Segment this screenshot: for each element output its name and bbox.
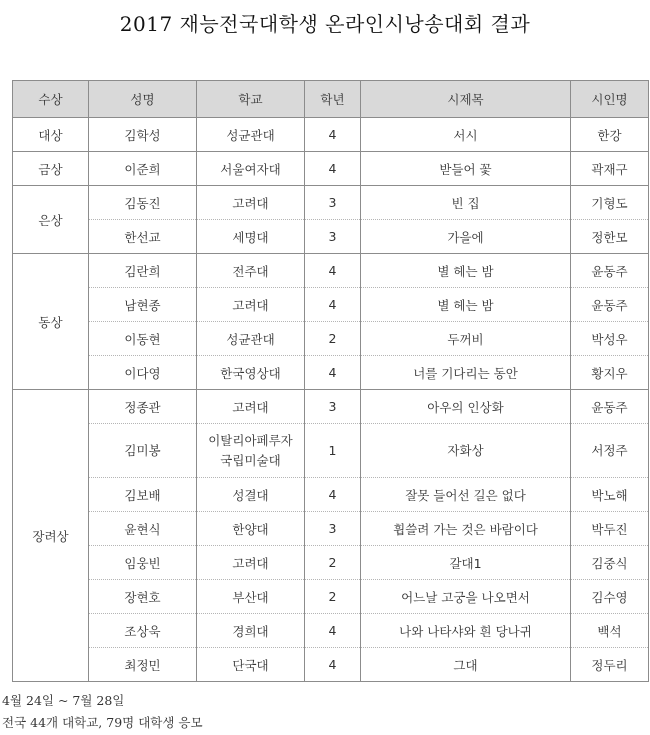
grade-cell: 4 [305, 478, 361, 512]
grade-cell: 1 [305, 424, 361, 478]
header-poem-title: 시제목 [361, 81, 571, 118]
school-cell: 고려대 [197, 390, 305, 424]
poem-title-cell: 나와 나타샤와 흰 당나귀 [361, 614, 571, 648]
poem-title-cell: 받들어 꽃 [361, 152, 571, 186]
name-cell: 남현종 [89, 288, 197, 322]
name-cell: 이준희 [89, 152, 197, 186]
table-row [13, 478, 649, 512]
poem-title-cell: 어느날 고궁을 나오면서 [361, 580, 571, 614]
name-cell: 한선교 [89, 220, 197, 254]
poet-cell: 황지우 [571, 356, 649, 390]
name-cell: 이다영 [89, 356, 197, 390]
school-cell: 단국대 [197, 648, 305, 682]
entry-summary: 전국 44개 대학교, 79명 대학생 응모 [2, 715, 203, 730]
school-cell: 성균관대 [197, 118, 305, 152]
school-cell: 세명대 [197, 220, 305, 254]
grade-cell: 3 [305, 186, 361, 220]
school-cell: 부산대 [197, 580, 305, 614]
name-cell: 김란희 [89, 254, 197, 288]
results-body [13, 118, 649, 682]
school-cell: 한양대 [197, 512, 305, 546]
award-cell: 은상 [13, 186, 89, 254]
poet-cell: 백석 [571, 614, 649, 648]
poem-title-cell: 그대 [361, 648, 571, 682]
award-cell: 대상 [13, 118, 89, 152]
table-row [13, 152, 649, 186]
poem-title-cell: 너를 기다리는 동안 [361, 356, 571, 390]
school-cell: 한국영상대 [197, 356, 305, 390]
grade-cell: 4 [305, 614, 361, 648]
poet-cell: 곽재구 [571, 152, 649, 186]
name-cell: 윤현식 [89, 512, 197, 546]
name-cell: 조상욱 [89, 614, 197, 648]
name-cell: 임웅빈 [89, 546, 197, 580]
table-row [13, 580, 649, 614]
header-name: 성명 [89, 81, 197, 118]
poem-title-cell: 아우의 인상화 [361, 390, 571, 424]
table-row [13, 322, 649, 356]
grade-cell: 4 [305, 254, 361, 288]
poet-cell: 기형도 [571, 186, 649, 220]
grade-cell: 3 [305, 220, 361, 254]
name-cell: 김미봉 [89, 424, 197, 478]
school-cell: 성결대 [197, 478, 305, 512]
poet-cell: 김중식 [571, 546, 649, 580]
award-cell: 동상 [13, 254, 89, 390]
school-cell: 경희대 [197, 614, 305, 648]
school-cell: 고려대 [197, 288, 305, 322]
name-cell: 김학성 [89, 118, 197, 152]
poet-cell: 박노해 [571, 478, 649, 512]
grade-cell: 4 [305, 356, 361, 390]
grade-cell: 4 [305, 152, 361, 186]
school-cell: 성균관대 [197, 322, 305, 356]
poem-title-cell: 자화상 [361, 424, 571, 478]
poem-title-cell: 별 헤는 밤 [361, 288, 571, 322]
poem-title-cell: 별 헤는 밤 [361, 254, 571, 288]
poet-cell: 김수영 [571, 580, 649, 614]
name-cell: 장현호 [89, 580, 197, 614]
poet-cell: 한강 [571, 118, 649, 152]
poet-cell: 정두리 [571, 648, 649, 682]
poet-cell: 박성우 [571, 322, 649, 356]
footer [2, 690, 203, 734]
table-row [13, 118, 649, 152]
table-row [13, 424, 649, 478]
name-cell: 최정민 [89, 648, 197, 682]
poet-cell: 윤동주 [571, 288, 649, 322]
school-cell: 서울여자대 [197, 152, 305, 186]
results-table [12, 80, 649, 682]
school-cell: 고려대 [197, 186, 305, 220]
school-cell: 이탈리아페루자 국립미술대 [197, 424, 305, 478]
header-award: 수상 [13, 81, 89, 118]
grade-cell: 2 [305, 580, 361, 614]
grade-cell: 3 [305, 390, 361, 424]
table-row [13, 512, 649, 546]
award-cell: 장려상 [13, 390, 89, 682]
contest-period: 4월 24일 ~ 7월 28일 [2, 693, 125, 708]
poet-cell: 서정주 [571, 424, 649, 478]
grade-cell: 4 [305, 118, 361, 152]
table-header-row [13, 81, 649, 118]
name-cell: 정종관 [89, 390, 197, 424]
poem-title-cell: 휩쓸려 가는 것은 바람이다 [361, 512, 571, 546]
table-row [13, 614, 649, 648]
poem-title-cell: 서시 [361, 118, 571, 152]
table-row [13, 254, 649, 288]
header-school: 학교 [197, 81, 305, 118]
award-cell: 금상 [13, 152, 89, 186]
poem-title-cell: 잘못 들어선 길은 없다 [361, 478, 571, 512]
grade-cell: 2 [305, 322, 361, 356]
table-row [13, 356, 649, 390]
poet-cell: 윤동주 [571, 254, 649, 288]
poem-title-cell: 빈 집 [361, 186, 571, 220]
poem-title-cell: 두꺼비 [361, 322, 571, 356]
table-row [13, 546, 649, 580]
table-row [13, 220, 649, 254]
school-cell: 전주대 [197, 254, 305, 288]
grade-cell: 3 [305, 512, 361, 546]
poet-cell: 윤동주 [571, 390, 649, 424]
poem-title-cell: 가을에 [361, 220, 571, 254]
table-row [13, 288, 649, 322]
page-title: 2017 재능전국대학생 온라인시낭송대회 결과 [119, 12, 531, 36]
header-poet: 시인명 [571, 81, 649, 118]
table-row [13, 648, 649, 682]
poem-title-cell: 갈대1 [361, 546, 571, 580]
table-row [13, 186, 649, 220]
name-cell: 김보배 [89, 478, 197, 512]
table-row [13, 390, 649, 424]
grade-cell: 2 [305, 546, 361, 580]
header-grade: 학년 [305, 81, 361, 118]
grade-cell: 4 [305, 648, 361, 682]
school-cell: 고려대 [197, 546, 305, 580]
poet-cell: 박두진 [571, 512, 649, 546]
name-cell: 이동현 [89, 322, 197, 356]
grade-cell: 4 [305, 288, 361, 322]
name-cell: 김동진 [89, 186, 197, 220]
poet-cell: 정한모 [571, 220, 649, 254]
